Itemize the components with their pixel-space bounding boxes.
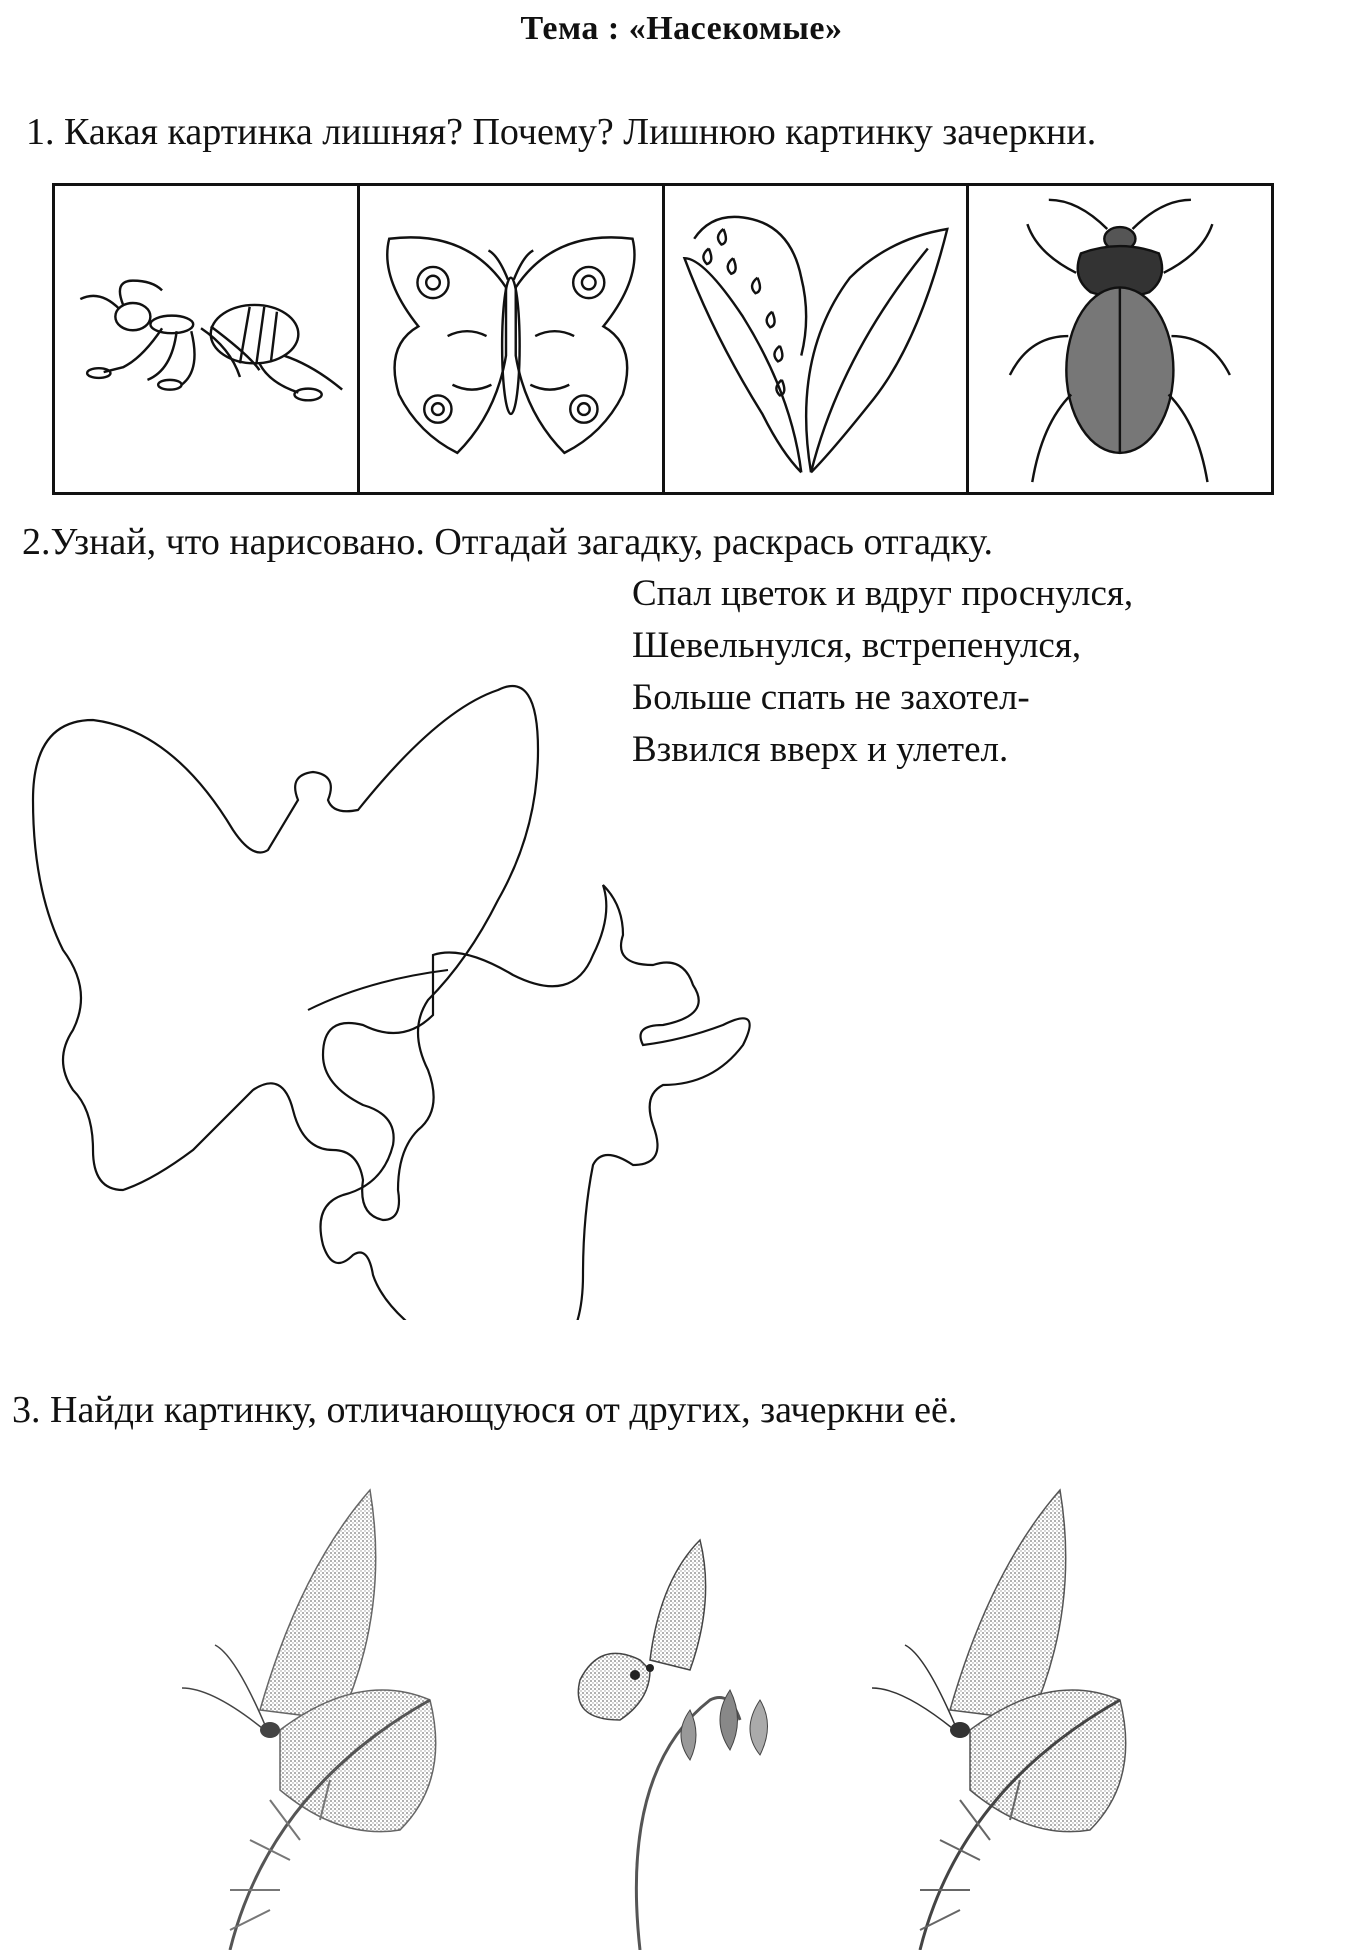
riddle-line: Спал цветок и вдруг проснулся,: [632, 573, 1134, 614]
cell-butterfly[interactable]: [360, 186, 665, 492]
cell-beetle[interactable]: [969, 186, 1271, 492]
riddle-line: Шевельнулся, встрепенулся,: [632, 625, 1082, 666]
silhouettes-to-color[interactable]: [28, 610, 868, 1320]
task-3-pictures: [90, 1480, 1330, 1950]
task-3-instruction: 3. Найди картинку, отличающуюся от других, зачеркни её.: [12, 1389, 958, 1431]
bee-outline[interactable]: [321, 885, 750, 1320]
riddle-line: Больше спать не захотел-: [632, 677, 1030, 718]
ant-icon: [55, 186, 357, 492]
beetle-icon: [969, 186, 1271, 492]
task-1-picture-grid: [52, 183, 1274, 495]
lily-of-the-valley-icon: [665, 186, 967, 492]
butterfly-on-branch-1[interactable]: [182, 1490, 436, 1950]
butterfly-icon: [360, 186, 662, 492]
overlap-line: [308, 970, 448, 1010]
task-1-instruction: 1. Какая картинка лишняя? Почему? Лишнюю картинку зачеркни.: [26, 111, 1097, 153]
cell-ant[interactable]: [55, 186, 360, 492]
butterfly-on-flower[interactable]: [578, 1540, 767, 1950]
riddle-line: Взвился вверх и улетел.: [632, 729, 1009, 770]
task-2-instruction: 2.Узнай, что нарисовано. Отгадай загадку, раскрась отгадку.: [22, 521, 993, 563]
cell-lily-of-the-valley[interactable]: [665, 186, 970, 492]
butterfly-on-branch-2[interactable]: [872, 1490, 1126, 1950]
page-title: Тема : «Насекомые»: [520, 10, 843, 47]
